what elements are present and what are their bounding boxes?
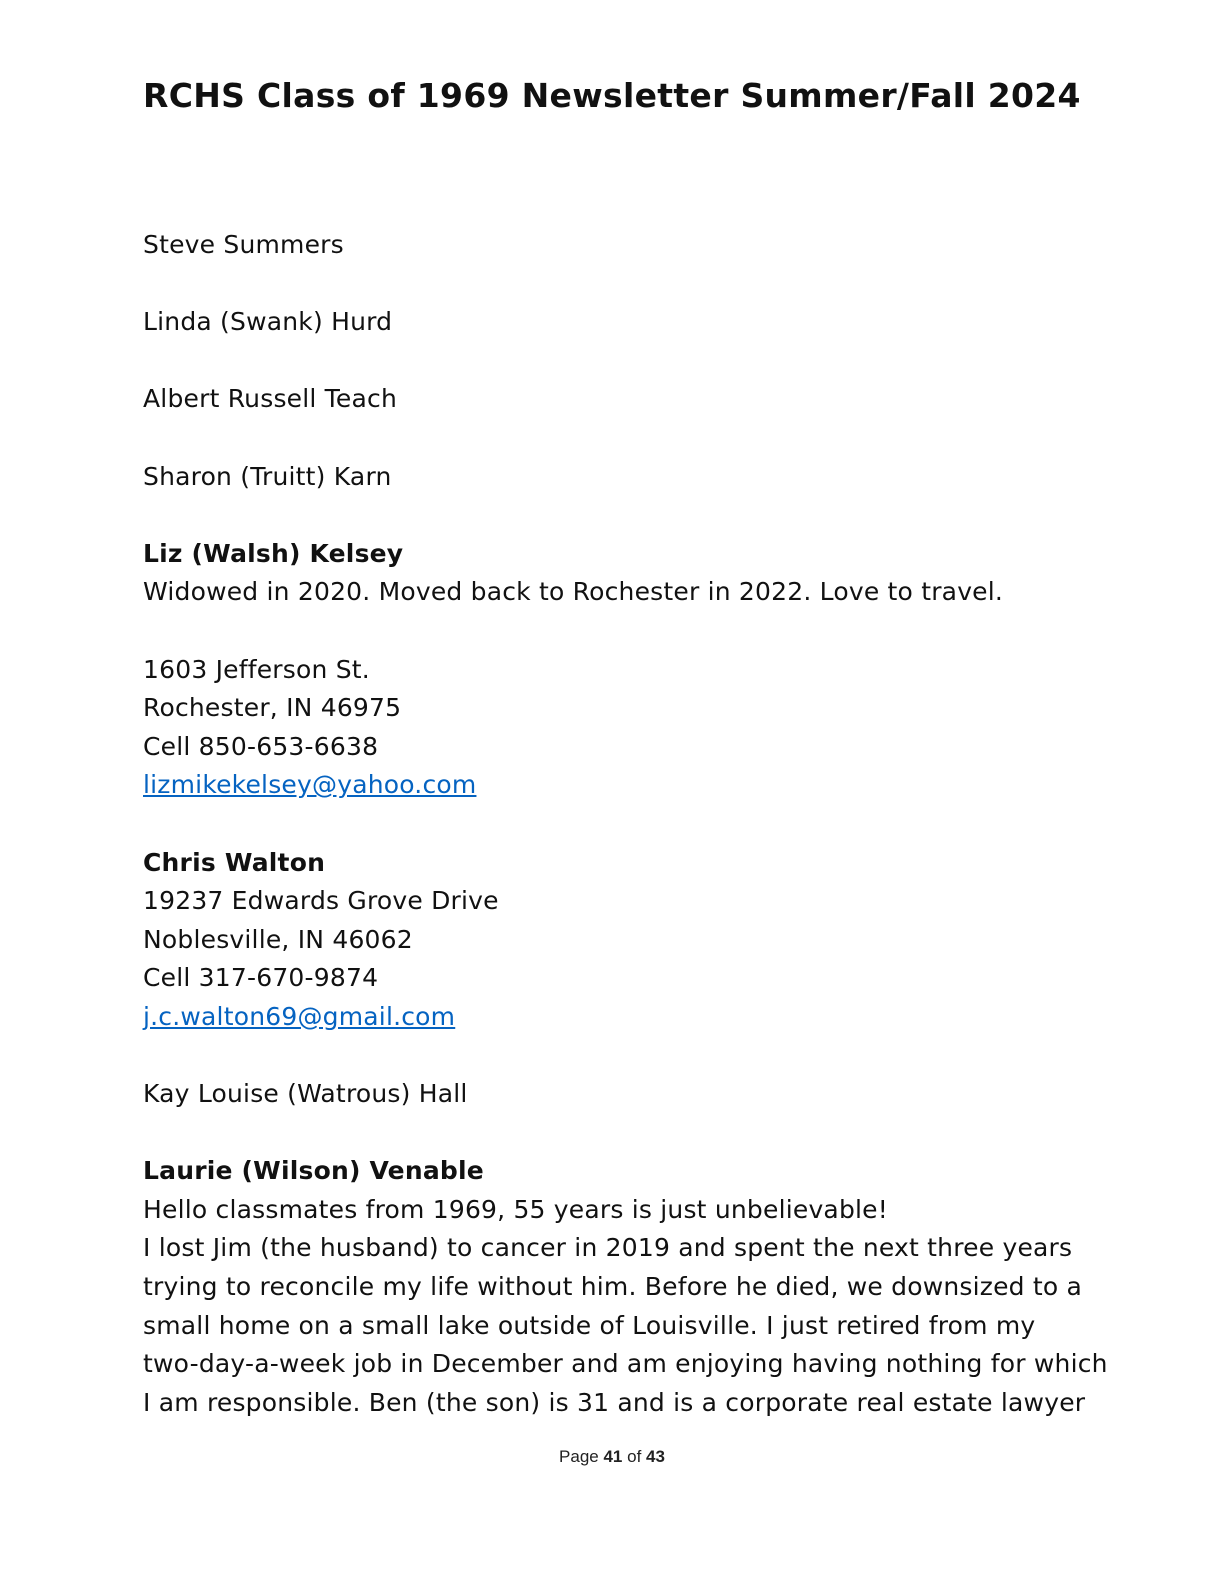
address-line-1: 19237 Edwards Grove Drive: [143, 886, 499, 916]
paragraph-line: I am responsible. Ben (the son) is 31 and is a corporate real estate lawyer: [143, 1387, 1086, 1417]
page-word: Page: [559, 1447, 599, 1466]
address-line-1: 1603 Jefferson St.: [143, 654, 370, 684]
phone-number: Cell 317-670-9874: [143, 963, 379, 993]
entry-linda-hurd: Linda (Swank) Hurd: [143, 307, 393, 337]
entry-note: Widowed in 2020. Moved back to Rochester in 2022. Love to travel.: [143, 577, 1004, 607]
entry-albert-teach: Albert Russell Teach: [143, 384, 397, 414]
paragraph-line: I lost Jim (the husband) to cancer in 2019 and spent the next three years: [143, 1233, 1073, 1263]
of-word: of: [627, 1447, 642, 1466]
entry-name: Chris Walton: [143, 847, 326, 877]
entry-kay-hall: Kay Louise (Watrous) Hall: [143, 1079, 468, 1109]
phone-number: Cell 850-653-6638: [143, 731, 379, 761]
paragraph-line: two-day-a-week job in December and am enjoying having nothing for which: [143, 1349, 1108, 1379]
email-link[interactable]: j.c.walton69@gmail.com: [143, 1001, 456, 1031]
paragraph-line: small home on a small lake outside of Louisville. I just retired from my: [143, 1310, 1036, 1340]
email-link[interactable]: lizmikekelsey@yahoo.com: [143, 770, 477, 800]
entry-steve-summers: Steve Summers: [143, 230, 344, 259]
entry-liz-kelsey: [143, 535, 1103, 805]
entry-sharon-karn: Sharon (Truitt) Karn: [143, 461, 392, 491]
entry-name: Liz (Walsh) Kelsey: [143, 538, 404, 568]
entry-laurie-venable: [143, 1152, 1108, 1422]
page-title: RCHS Class of 1969 Newsletter Summer/Fall 2024: [143, 76, 1081, 115]
total-pages-number: 43: [646, 1447, 665, 1466]
paragraph-line: trying to reconcile my life without him. Before he died, we downsized to a: [143, 1272, 1083, 1302]
address-line-2: Noblesville, IN 46062: [143, 924, 413, 954]
entry-chris-walton: [143, 844, 1103, 1037]
paragraph-line: Hello classmates from 1969, 55 years is just unbelievable!: [143, 1194, 888, 1224]
page-footer: [0, 1447, 1224, 1467]
newsletter-body: [143, 226, 1108, 1422]
address-line-2: Rochester, IN 46975: [143, 693, 402, 723]
entry-name: Laurie (Wilson) Venable: [143, 1156, 484, 1186]
current-page-number: 41: [603, 1447, 623, 1466]
